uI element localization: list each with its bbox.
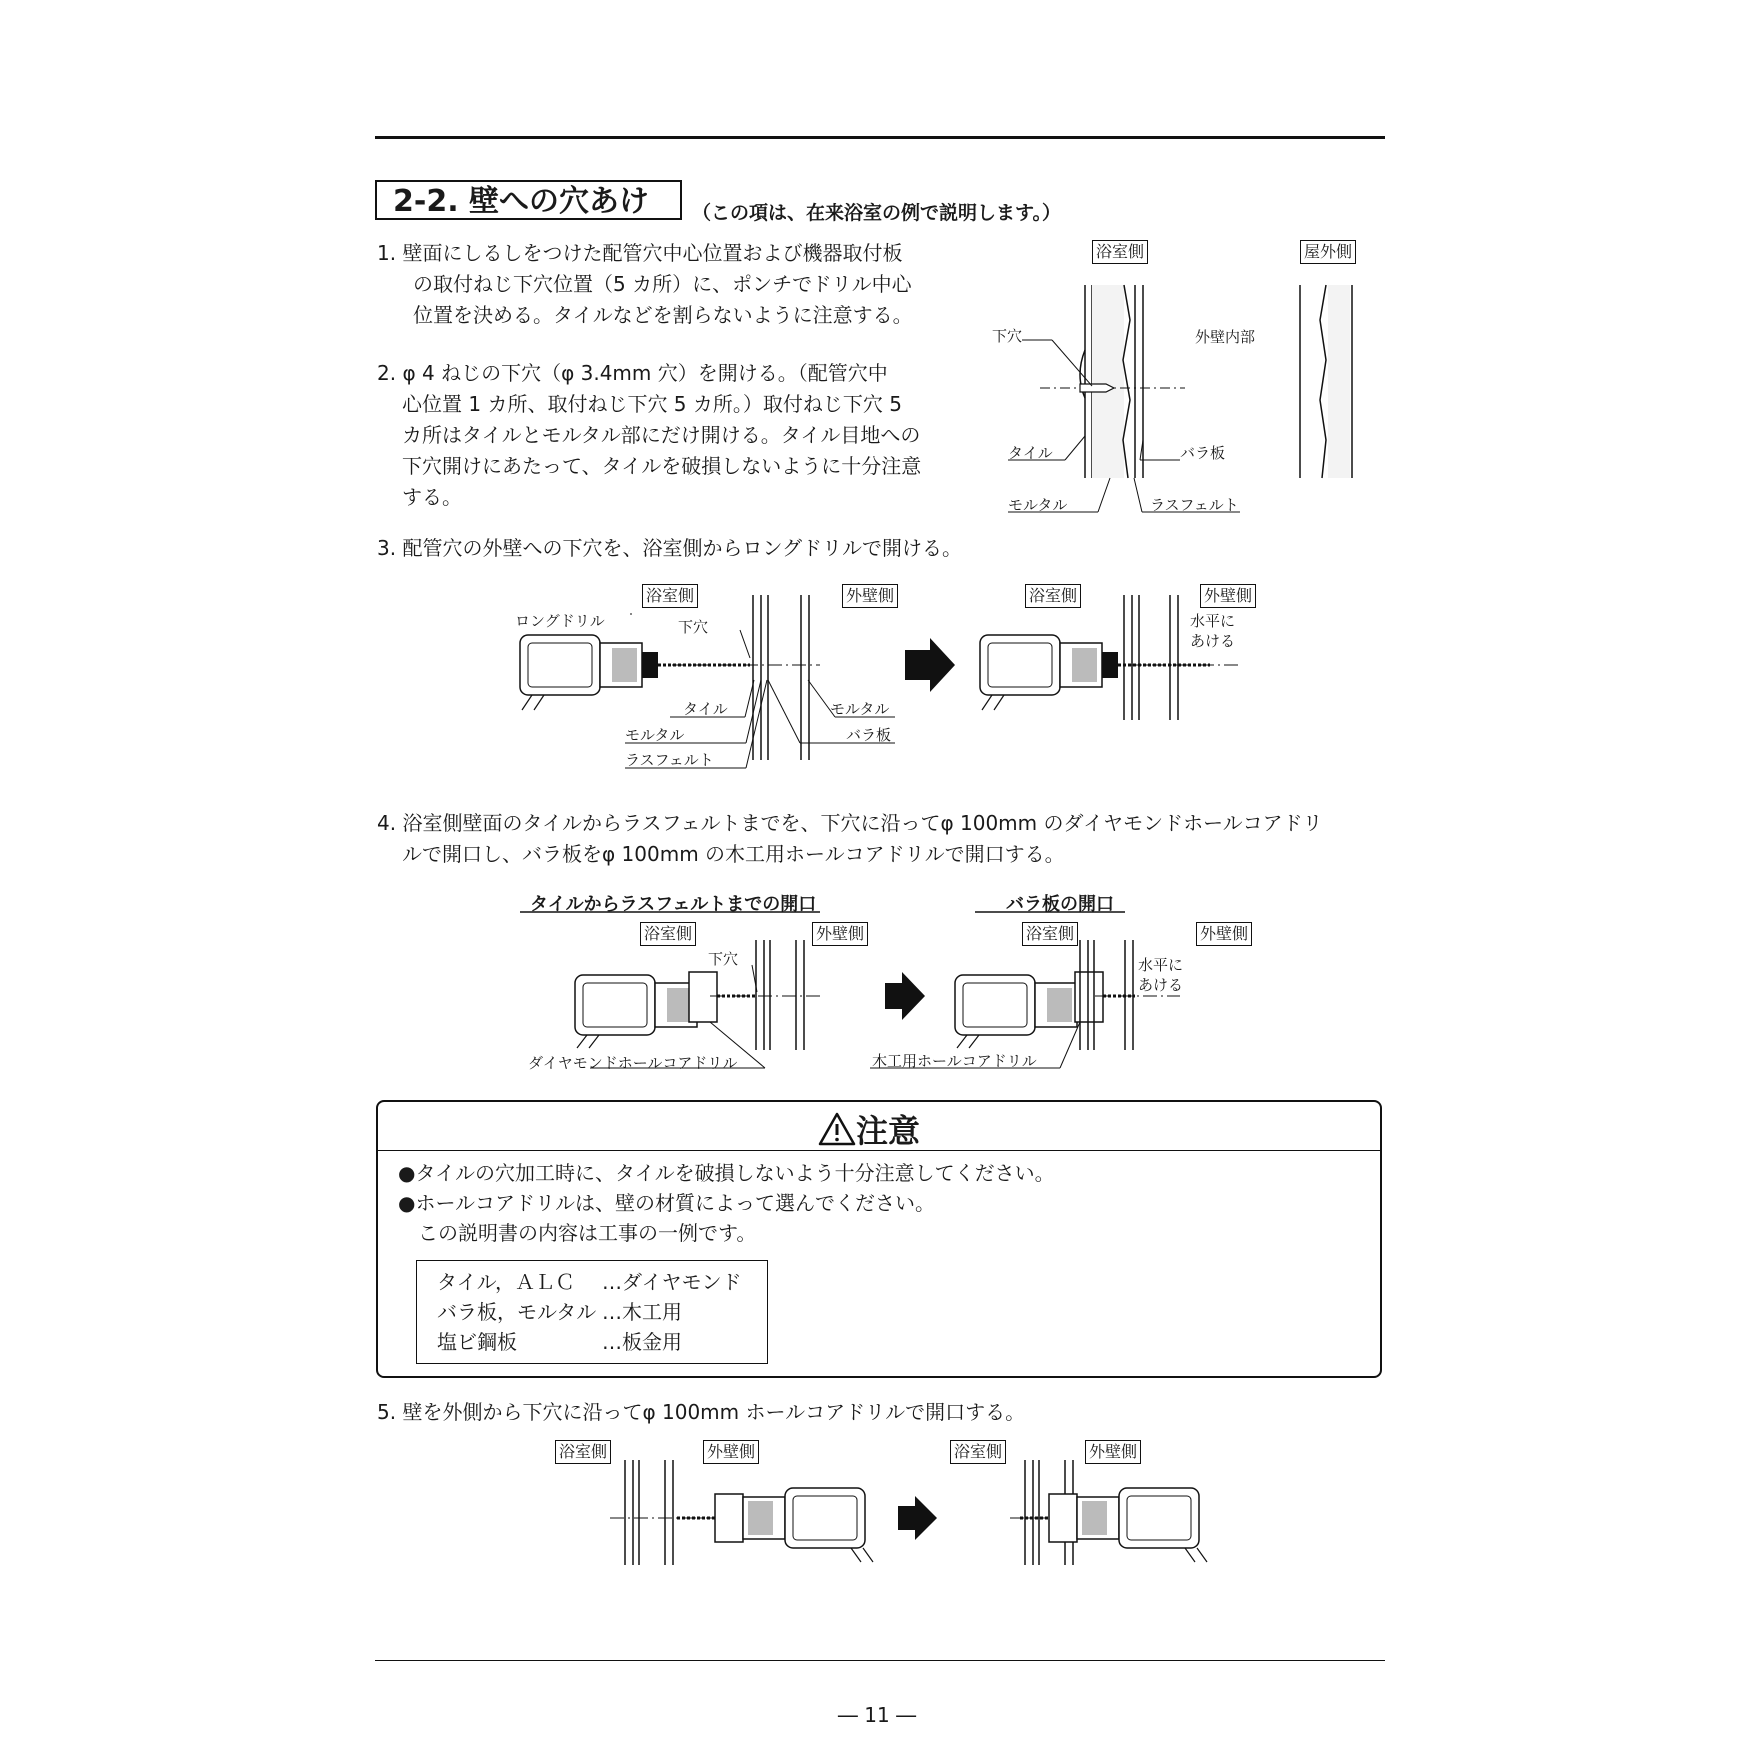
label-tile: タイル (683, 700, 728, 718)
label-bathroom-side: 浴室側 (950, 1440, 1006, 1464)
step-2-line: 2. φ 4 ねじの下穴（φ 3.4mm 穴）を開ける。（配管穴中 (377, 361, 888, 385)
figure-long-drill (510, 580, 1253, 770)
figure-title-tile-to-felt: タイルからラスフェルトまでの開口 (530, 894, 817, 915)
material-tool: …木工用 (602, 1300, 682, 1324)
bottom-rule (375, 1660, 1385, 1661)
step-2-line: カ所はタイルとモルタル部にだけ開ける。タイル目地への (402, 423, 921, 447)
wall-section-drawing (980, 240, 1360, 520)
step-1 (377, 238, 913, 331)
step-1-line: 1. 壁面にしるしをつけた配管穴中心位置および機器取付板 (377, 241, 903, 265)
label-board: バラ板 (1180, 444, 1226, 462)
label-wood-core-drill: 木工用ホールコアドリル (872, 1052, 1037, 1070)
label-lath-felt: ラスフェルト (625, 751, 714, 769)
material-row (437, 1327, 747, 1357)
caution-bullet: ●タイルの穴加工時に、タイルを破損しないよう十分注意してください。 (398, 1161, 1055, 1185)
label-pilot-hole: 下穴 (992, 327, 1023, 345)
step-2-line: 下穴開けにあたって、タイルを破損しないように十分注意 (402, 454, 922, 478)
label-tile: タイル (1008, 444, 1053, 462)
step-5: 5. 壁を外側から下穴に沿ってφ 100mm ホールコアドリルで開口する。 (377, 1400, 1026, 1424)
section-heading: 2-2. 壁への穴あけ (375, 180, 682, 220)
step-2 (377, 358, 921, 513)
label-outdoor-side: 屋外側 (1300, 240, 1356, 264)
figure-wall-section (980, 240, 1360, 520)
step-4-line: 4. 浴室側壁面のタイルからラスフェルトまでを、下穴に沿ってφ 100mm のダイヤモンドホールコアドリ (377, 811, 1323, 835)
label-bathroom-side: 浴室側 (642, 584, 698, 608)
label-exterior-side: 外壁側 (703, 1440, 759, 1464)
material-tool: …板金用 (602, 1330, 682, 1354)
label-bathroom-side: 浴室側 (1025, 584, 1081, 608)
label-exterior-side: 外壁側 (1085, 1440, 1141, 1464)
caution-header (378, 1102, 1380, 1151)
label-horizontal: あける (1138, 976, 1184, 994)
caution-bullet: ●ホールコアドリルは、壁の材質によって選んでください。 (398, 1191, 936, 1215)
label-bathroom-side: 浴室側 (555, 1440, 611, 1464)
caution-note: この説明書の内容は工事の一例です。 (418, 1221, 757, 1245)
step-4-line: ルで開口し、バラ板をφ 100mm の木工用ホールコアドリルで開口する。 (402, 842, 1065, 866)
exterior-drill-drawing (555, 1440, 1255, 1570)
caution-title: 注意 (856, 1112, 921, 1150)
label-exterior-side: 外壁側 (812, 922, 868, 946)
label-exterior-side: 外壁側 (842, 584, 898, 608)
label-long-drill: ロングドリル (515, 612, 605, 630)
label-board: バラ板 (846, 726, 892, 744)
figure-core-drill (520, 890, 1260, 1080)
step-4 (377, 808, 1323, 870)
caution-heading (818, 1106, 920, 1154)
label-bathroom-side: 浴室側 (1092, 240, 1148, 264)
label-bathroom-side: 浴室側 (640, 922, 696, 946)
label-mortar-right: モルタル (830, 700, 890, 718)
top-rule (375, 136, 1385, 139)
material-name: 塩ビ鋼板 (437, 1330, 517, 1354)
label-lath-felt: ラスフェルト (1150, 496, 1239, 514)
warning-triangle-icon (818, 1112, 856, 1154)
label-exterior-side: 外壁側 (1200, 584, 1256, 608)
material-name: バラ板，モルタル (437, 1300, 597, 1324)
material-row (437, 1297, 747, 1327)
label-pilot-hole: 下穴 (708, 950, 739, 968)
label-pilot-hole: 下穴 (678, 618, 709, 636)
material-name: タイル，ＡＬＣ (437, 1270, 575, 1294)
material-table (416, 1260, 768, 1364)
label-diamond-core-drill: ダイヤモンドホールコアドリル (528, 1054, 738, 1072)
material-row (437, 1267, 747, 1297)
caution-box (376, 1100, 1382, 1378)
label-horizontal: 水平に (1190, 612, 1236, 630)
label-horizontal: あける (1190, 632, 1236, 650)
label-bathroom-side: 浴室側 (1022, 922, 1078, 946)
material-tool: …ダイヤモンド (602, 1270, 742, 1294)
label-wall-interior: 外壁内部 (1195, 328, 1256, 346)
step-2-line: 心位置 1 カ所、取付ねじ下穴 5 カ所。）取付ねじ下穴 5 (402, 392, 902, 416)
step-3: 3. 配管穴の外壁への下穴を、浴室側からロングドリルで開ける。 (377, 536, 963, 560)
label-exterior-side: 外壁側 (1196, 922, 1252, 946)
section-note: （この項は、在来浴室の例で説明します。） (692, 202, 1061, 224)
figure-exterior-drill (555, 1440, 1255, 1570)
page-number: ― 11 ― (837, 1703, 917, 1727)
step-1-line: 位置を決める。タイルなどを割らないように注意する。 (413, 303, 913, 327)
label-mortar: モルタル (625, 726, 685, 744)
step-1-line: の取付ねじ下穴位置（5 カ所）に、ポンチでドリル中心 (413, 272, 912, 296)
label-mortar: モルタル (1008, 496, 1068, 514)
step-2-line: する。 (402, 485, 462, 509)
figure-title-board: バラ板の開口 (1006, 894, 1114, 915)
label-horizontal: 水平に (1138, 956, 1184, 974)
